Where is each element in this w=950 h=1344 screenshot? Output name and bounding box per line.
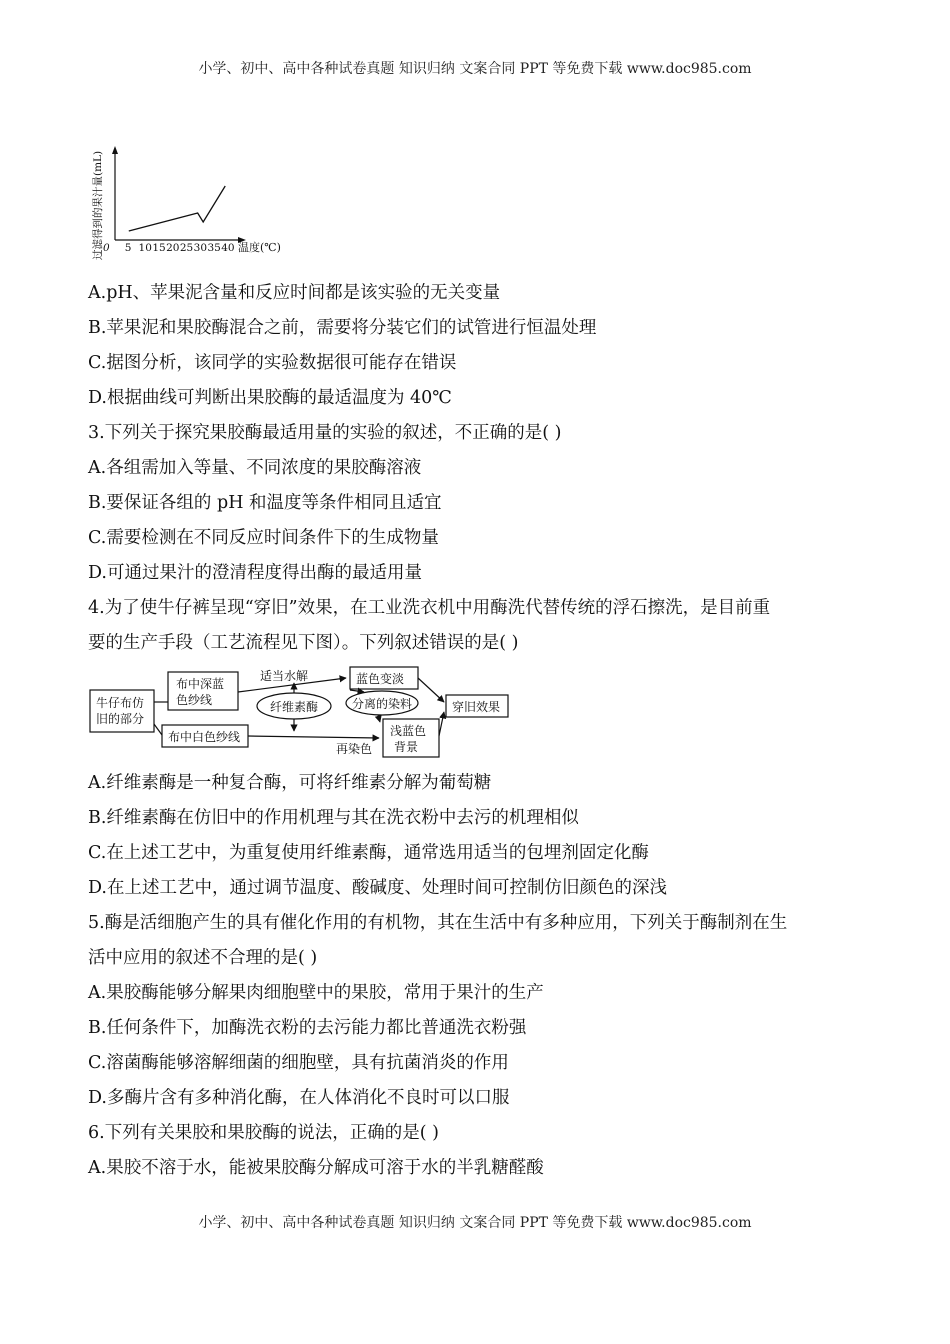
q2-option-a: A.pH、苹果泥含量和反应时间都是该实验的无关变量 — [88, 283, 501, 303]
flow-enzyme-label: 纤维素酶 — [270, 700, 319, 714]
flow-light-bg-line1: 浅蓝色 — [390, 724, 427, 738]
q4-option-b: B.纤维素酶在仿旧中的作用机理与其在洗衣粉中去污的机理相似 — [88, 808, 579, 828]
q4-option-a: A.纤维素酶是一种复合酶，可将纤维素分解为葡萄糖 — [88, 773, 492, 793]
q5-option-c: C.溶菌酶能够溶解细菌的细胞壁，具有抗菌消炎的作用 — [88, 1053, 509, 1073]
q6-option-a: A.果胶不溶于水，能被果胶酶分解成可溶于水的半乳糖醛酸 — [88, 1158, 544, 1178]
flow-fade-label: 蓝色变淡 — [356, 672, 405, 686]
x-tick-label: 5 — [124, 242, 132, 254]
q4-option-d: D.在上述工艺中，通过调节温度、酸碱度、处理时间可控制仿旧颜色的深浅 — [88, 878, 667, 898]
q4-stem-line1: 4.为了使牛仔裤呈现“穿旧”效果，在工业洗衣机中用酶洗代替传统的浮石擦洗，是目前重 — [88, 598, 771, 618]
q2-option-c: C.据图分析，该同学的实验数据很可能存在错误 — [88, 353, 457, 373]
flow-source-line2: 旧的部分 — [96, 712, 145, 726]
page-footer: 小学、初中、高中各种试卷真题 知识归纳 文案合同 PPT 等免费下载 www.doc985.com — [198, 1215, 752, 1231]
q3-stem: 3.下列关于探究果胶酶最适用量的实验的叙述，不正确的是( ) — [88, 423, 562, 443]
q6-stem: 6.下列有关果胶和果胶酶的说法，正确的是( ) — [88, 1123, 439, 1143]
flow-deep-blue-line2: 色纱线 — [176, 693, 213, 707]
q2-option-b: B.苹果泥和果胶酶混合之前，需要将分装它们的试管进行恒温处理 — [88, 318, 597, 338]
flow-white-yarn: 布中白色纱线 — [168, 730, 241, 744]
flow-light-bg-line2: 背景 — [394, 740, 419, 754]
juice-temperature-chart — [88, 132, 288, 267]
q5-option-a: A.果胶酶能够分解果肉细胞壁中的果胶，常用于果汁的生产 — [88, 983, 544, 1003]
x-tick-label: 0 — [103, 242, 110, 254]
q5-option-d: D.多酶片含有多种消化酶，在人体消化不良时可以口服 — [88, 1088, 510, 1108]
page-header: 小学、初中、高中各种试卷真题 知识归纳 文案合同 PPT 等免费下载 www.doc985.com — [198, 61, 752, 77]
x-tick-label: 40 — [221, 242, 235, 254]
x-tick-label: 25 — [179, 242, 194, 254]
process-flow-diagram — [88, 662, 518, 762]
flow-redye-label: 再染色 — [336, 742, 373, 756]
x-tick-labels — [103, 242, 235, 254]
q2-option-d: D.根据曲线可判断出果胶酶的最适温度为 40℃ — [88, 388, 452, 408]
q3-option-d: D.可通过果汁的澄清程度得出酶的最适用量 — [88, 563, 422, 583]
q3-option-b: B.要保证各组的 pH 和温度等条件相同且适宜 — [88, 493, 442, 513]
x-tick-label: 20 — [166, 242, 180, 254]
flow-deep-blue-line1: 布中深蓝 — [176, 677, 225, 691]
x-tick-label: 15 — [152, 242, 166, 254]
q3-option-a: A.各组需加入等量、不同浓度的果胶酶溶液 — [88, 458, 422, 478]
flow-source-line1: 牛仔布仿 — [96, 696, 145, 710]
chart-x-label: 温度(℃) — [238, 241, 281, 254]
flow-dye-label: 分离的染料 — [352, 697, 413, 711]
x-tick-label: 10 — [138, 242, 152, 254]
flow-result-label: 穿旧效果 — [452, 700, 501, 714]
q5-stem-line1: 5.酶是活细胞产生的具有催化作用的有机物，其在生活中有多种应用，下列关于酶制剂在生 — [88, 913, 788, 933]
q4-option-c: C.在上述工艺中，为重复使用纤维素酶，通常选用适当的包埋剂固定化酶 — [88, 843, 649, 863]
flow-hydrolysis-label: 适当水解 — [260, 669, 309, 683]
x-tick-label: 35 — [207, 242, 221, 254]
x-tick-label: 30 — [193, 242, 208, 254]
q5-stem-line2: 活中应用的叙述不合理的是( ) — [88, 948, 318, 968]
q5-option-b: B.任何条件下，加酶洗衣粉的去污能力都比普通洗衣粉强 — [88, 1018, 527, 1038]
q4-stem-line2: 要的生产手段（工艺流程见下图）。下列叙述错误的是( ) — [88, 633, 519, 653]
y-axis-arrow — [112, 146, 118, 154]
q3-option-c: C.需要检测在不同反应时间条件下的生成物量 — [88, 528, 439, 548]
data-line — [129, 186, 225, 231]
chart-y-label: 过滤得到的果汁量(mL) — [92, 150, 104, 260]
